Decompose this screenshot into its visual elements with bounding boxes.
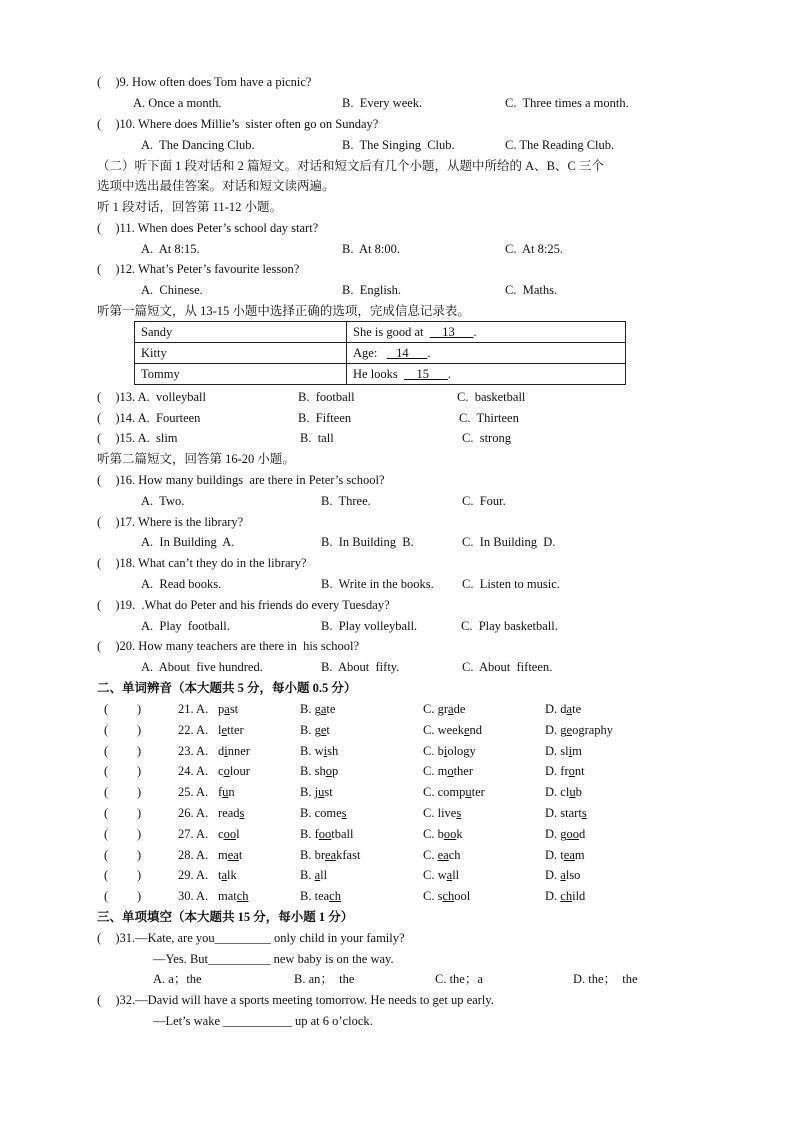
paren: ( <box>97 931 102 945</box>
option-c: C. the；a <box>435 972 483 986</box>
word-option-d: D. starts <box>545 806 587 820</box>
item-number: 30. A. <box>178 889 209 904</box>
paren: ( <box>104 806 109 820</box>
option-letter: D. <box>545 826 558 841</box>
word-option-d: D. slim <box>545 743 582 758</box>
underlined-letters: a <box>560 868 566 883</box>
option-b: B. At 8:00. <box>342 242 400 256</box>
paren: ( <box>104 826 109 841</box>
word-option-b: B. just <box>300 785 333 800</box>
underlined-letters: a <box>224 702 230 716</box>
option-letter: C. <box>423 826 435 841</box>
word-option-a: talk <box>218 868 237 883</box>
option-b: B. In Building B. <box>321 535 414 549</box>
option-b: B. Write in the books. <box>321 577 434 591</box>
paren: ( <box>97 390 102 404</box>
paren: ( <box>104 847 109 862</box>
table-row <box>135 322 626 343</box>
underlined-letters: e <box>463 722 470 737</box>
word-option-d: D. team <box>545 847 585 862</box>
word-option-b: B. breakfast <box>300 847 361 862</box>
underlined-letters: s <box>341 806 347 820</box>
option-letter: B. <box>300 826 312 841</box>
paren: ( <box>104 889 109 904</box>
underlined-letters: oo <box>443 826 457 841</box>
option-letter: B. <box>300 702 312 716</box>
option-c: C. In Building D. <box>462 535 556 549</box>
question-20: )20. How many teachers are there in his school? <box>106 639 360 653</box>
table-cell-name: Tommy <box>135 364 347 385</box>
paren: ( <box>97 117 102 131</box>
option-b: B. The Singing Club. <box>342 138 455 152</box>
question-31: )31.—Kate, are you_________ only child in your family? <box>106 931 405 945</box>
option-b: B. Every week. <box>342 96 423 110</box>
item-number: 21. A. <box>178 702 209 716</box>
underlined-letters: a <box>448 702 454 716</box>
underlined-letters: s <box>581 806 587 820</box>
underlined-letters: o <box>325 764 332 779</box>
underlined-letters: u <box>465 785 472 800</box>
option-c: C. Four. <box>462 494 506 508</box>
item-number: 23. A. <box>178 743 209 758</box>
question-14: )14. A. Fourteen <box>106 411 201 425</box>
option-letter: C. <box>423 702 435 716</box>
paren: ) <box>137 847 142 862</box>
option-c: C. Maths. <box>505 283 558 297</box>
option-c: C. basketball <box>457 390 526 404</box>
table-row <box>135 364 626 385</box>
option-letter: D. <box>545 806 558 820</box>
question-18: )18. What can’t they do in the library? <box>106 556 307 570</box>
underlined-letters: e <box>320 722 327 737</box>
paren: ( <box>104 722 109 737</box>
word-option-c: C. lives <box>423 806 462 820</box>
underlined-letters: ch <box>442 889 455 904</box>
item-number: 28. A. <box>178 847 209 862</box>
word-option-b: B. get <box>300 722 330 737</box>
option-b: B. football <box>298 390 355 404</box>
option-c: C. Listen to music. <box>462 577 560 591</box>
option-a: A. At 8:15. <box>141 242 200 256</box>
underlined-letters: ch <box>329 889 341 904</box>
option-a: A. Chinese. <box>141 283 203 297</box>
word-option-c: C. wall <box>423 868 460 883</box>
paren: ( <box>104 785 109 800</box>
question-11: )11. When does Peter’s school day start? <box>106 221 319 235</box>
option-letter: D. <box>545 785 558 800</box>
word-option-a: dinner <box>218 743 250 758</box>
question-32-line2: —Let’s wake ___________ up at 6 o’clock. <box>153 1014 373 1028</box>
underlined-letters: o <box>223 764 230 779</box>
paren: ) <box>137 889 142 904</box>
paren: ( <box>97 411 102 425</box>
word-option-d: D. geography <box>545 722 614 737</box>
underlined-letters: e <box>221 722 228 737</box>
section-intro-line2: 选项中选出最佳答案。对话和短文读两遍。 <box>97 179 335 193</box>
paren: ) <box>137 722 142 737</box>
blank-13: 13 <box>429 324 474 339</box>
option-letter: D. <box>545 702 558 716</box>
option-letter: C. <box>423 764 435 779</box>
option-letter: C. <box>423 785 435 800</box>
option-letter: D. <box>545 889 558 904</box>
paren: ) <box>137 826 142 841</box>
paren: ( <box>97 993 102 1007</box>
option-letter: D. <box>545 722 558 737</box>
paren: ) <box>137 702 142 716</box>
paren: ( <box>104 743 109 758</box>
option-a: A. Two. <box>141 494 185 508</box>
option-c: C. Thirteen <box>459 411 519 425</box>
underlined-letters: oo <box>566 826 580 841</box>
option-b: B. Fifteen <box>298 411 352 425</box>
paren: ( <box>104 868 109 883</box>
option-b: B. an； the <box>294 972 355 986</box>
question-10: )10. Where does Millie’s sister often go on Sunday? <box>106 117 379 131</box>
paren: ( <box>97 598 102 612</box>
paren: ( <box>97 75 102 89</box>
word-option-d: D. good <box>545 826 586 841</box>
option-letter: C. <box>423 868 435 883</box>
paren: ) <box>137 806 142 820</box>
underlined-letters: s <box>456 806 462 820</box>
item-number: 27. A. <box>178 826 209 841</box>
table-cell-info: He looks 15 . <box>347 364 626 385</box>
table-cell-name: Sandy <box>135 322 347 343</box>
option-a: A. The Dancing Club. <box>141 138 255 152</box>
underlined-letters: oo <box>318 826 332 841</box>
underlined-letters: a <box>221 868 228 883</box>
part2-heading: 二、单词辨音（本大题共 5 分，每小题 0.5 分） <box>97 681 357 695</box>
word-option-b: B. teach <box>300 889 341 904</box>
option-c: C. Three times a month. <box>505 96 629 110</box>
word-option-b: B. comes <box>300 806 347 820</box>
paren: ) <box>137 868 142 883</box>
item-number: 22. A. <box>178 722 209 737</box>
word-option-c: C. school <box>423 889 471 904</box>
paren: ( <box>104 764 109 779</box>
word-option-a: letter <box>218 722 244 737</box>
dialog-heading: 听 1 段对话，回答第 11-12 小题。 <box>97 200 282 214</box>
underlined-letters: i <box>224 743 228 758</box>
option-a: A. a；the <box>153 972 202 986</box>
option-letter: C. <box>423 847 435 862</box>
question-16: )16. How many buildings are there in Peter’s school? <box>106 473 385 487</box>
underlined-letters: oo <box>223 826 237 841</box>
word-option-c: C. each <box>423 847 461 862</box>
word-option-a: colour <box>218 764 250 779</box>
word-option-d: D. front <box>545 764 585 779</box>
underlined-letters: u <box>318 785 325 800</box>
word-option-a: match <box>218 889 249 904</box>
underlined-letters: ea <box>325 847 337 862</box>
info-record-table <box>134 321 626 385</box>
option-a: A. Read books. <box>141 577 222 591</box>
item-number: 25. A. <box>178 785 209 800</box>
table-cell-info: Age: 14 . <box>347 343 626 364</box>
option-letter: B. <box>300 889 312 904</box>
option-letter: B. <box>300 847 312 862</box>
passage1-heading: 听第一篇短文，从 13-15 小题中选择正确的选项，完成信息记录表。 <box>97 304 470 318</box>
paren: ( <box>97 556 102 570</box>
option-c: C. At 8:25. <box>505 242 563 256</box>
option-letter: B. <box>300 868 312 883</box>
word-option-a: reads <box>218 806 245 820</box>
option-letter: B. <box>300 764 312 779</box>
word-option-b: B. gate <box>300 702 336 716</box>
option-letter: C. <box>423 743 435 758</box>
option-letter: B. <box>300 722 312 737</box>
word-option-c: C. grade <box>423 702 466 716</box>
underlined-letters: i <box>323 743 328 758</box>
underlined-letters: a <box>314 868 321 883</box>
option-d: D. the； the <box>573 972 638 986</box>
underlined-letters: i <box>443 743 448 758</box>
option-c: C. The Reading Club. <box>505 138 615 152</box>
underlined-letters: ch <box>236 889 249 904</box>
underlined-letters: ea <box>227 847 239 862</box>
word-option-d: D. also <box>545 868 581 883</box>
underlined-letters: o <box>568 764 575 779</box>
word-option-c: C. book <box>423 826 463 841</box>
option-b: B. English. <box>342 283 402 297</box>
underlined-letters: a <box>446 868 453 883</box>
underlined-letters: e <box>566 722 573 737</box>
word-option-a: past <box>218 702 239 716</box>
paren: ) <box>137 743 142 758</box>
word-option-c: C. computer <box>423 785 485 800</box>
paren: ( <box>97 262 102 276</box>
paren: ( <box>97 431 102 445</box>
paren: ) <box>137 785 142 800</box>
blank-14: 14 <box>386 345 428 360</box>
question-15: )15. A. slim <box>106 431 178 445</box>
word-option-d: D. date <box>545 702 582 716</box>
word-option-b: B. all <box>300 868 328 883</box>
word-option-c: C. mother <box>423 764 474 779</box>
word-option-a: cool <box>218 826 240 841</box>
question-13: )13. A. volleyball <box>106 390 206 404</box>
paren: ( <box>97 639 102 653</box>
underlined-letters: i <box>568 743 573 758</box>
option-a: A. Once a month. <box>133 96 222 110</box>
word-option-c: C. weekend <box>423 722 483 737</box>
option-a: A. Play football. <box>141 619 230 633</box>
part3-heading: 三、单项填空（本大题共 15 分，每小题 1 分） <box>97 910 354 924</box>
option-a: A. About five hundred. <box>141 660 263 674</box>
word-option-b: B. shop <box>300 764 339 779</box>
question-12: )12. What’s Peter’s favourite lesson? <box>106 262 300 276</box>
item-number: 24. A. <box>178 764 209 779</box>
option-c: C. Play basketball. <box>461 619 558 633</box>
underlined-letters: u <box>222 785 229 800</box>
question-32: )32.—David will have a sports meeting tomorrow. He needs to get up early. <box>106 993 494 1007</box>
paren: ( <box>97 515 102 529</box>
option-c: C. About fifteen. <box>462 660 553 674</box>
option-letter: D. <box>545 764 558 779</box>
option-letter: D. <box>545 743 558 758</box>
underlined-letters: ea <box>563 847 575 862</box>
option-b: B. tall <box>300 431 334 445</box>
underlined-letters: u <box>569 785 576 800</box>
word-option-c: C. biology <box>423 743 476 758</box>
paren: ( <box>97 221 102 235</box>
word-option-a: meat <box>218 847 243 862</box>
question-19: )19. .What do Peter and his friends do every Tuesday? <box>106 598 390 612</box>
paren: ( <box>97 473 102 487</box>
underlined-letters: ch <box>560 889 573 904</box>
underlined-letters: s <box>239 806 245 820</box>
word-option-b: B. football <box>300 826 354 841</box>
question-31-line2: —Yes. But__________ new baby is on the way. <box>153 952 394 966</box>
option-letter: C. <box>423 889 435 904</box>
blank-15: 15 <box>404 366 448 381</box>
item-number: 29. A. <box>178 868 209 883</box>
option-letter: D. <box>545 847 558 862</box>
word-option-a: fun <box>218 785 235 800</box>
option-letter: B. <box>300 785 312 800</box>
word-option-d: D. club <box>545 785 582 800</box>
passage2-heading: 听第二篇短文，回答第 16-20 小题。 <box>97 452 295 466</box>
word-option-d: D. child <box>545 889 586 904</box>
option-b: B. Play volleyball. <box>321 619 418 633</box>
option-letter: B. <box>300 743 312 758</box>
option-c: C. strong <box>462 431 511 445</box>
underlined-letters: a <box>320 702 327 716</box>
table-row <box>135 343 626 364</box>
paren: ( <box>104 702 109 716</box>
underlined-letters: a <box>566 702 573 716</box>
option-letter: C. <box>423 806 435 820</box>
option-letter: B. <box>300 806 312 820</box>
table-cell-name: Kitty <box>135 343 347 364</box>
word-option-b: B. wish <box>300 743 339 758</box>
option-letter: C. <box>423 722 435 737</box>
section-intro-line1: （二）听下面 1 段对话和 2 篇短文。对话和短文后有几个小题，从题中所给的 A、B、C 三个 <box>97 159 604 173</box>
option-letter: D. <box>545 868 558 883</box>
question-9: )9. How often does Tom have a picnic? <box>106 75 312 89</box>
option-b: B. About fifty. <box>321 660 400 674</box>
table-cell-info: She is good at 13 . <box>347 322 626 343</box>
item-number: 26. A. <box>178 806 209 820</box>
option-a: A. In Building A. <box>141 535 235 549</box>
underlined-letters: o <box>447 764 454 779</box>
option-b: B. Three. <box>321 494 371 508</box>
paren: ) <box>137 764 142 779</box>
question-17: )17. Where is the library? <box>106 515 244 529</box>
underlined-letters: ea <box>437 847 449 862</box>
